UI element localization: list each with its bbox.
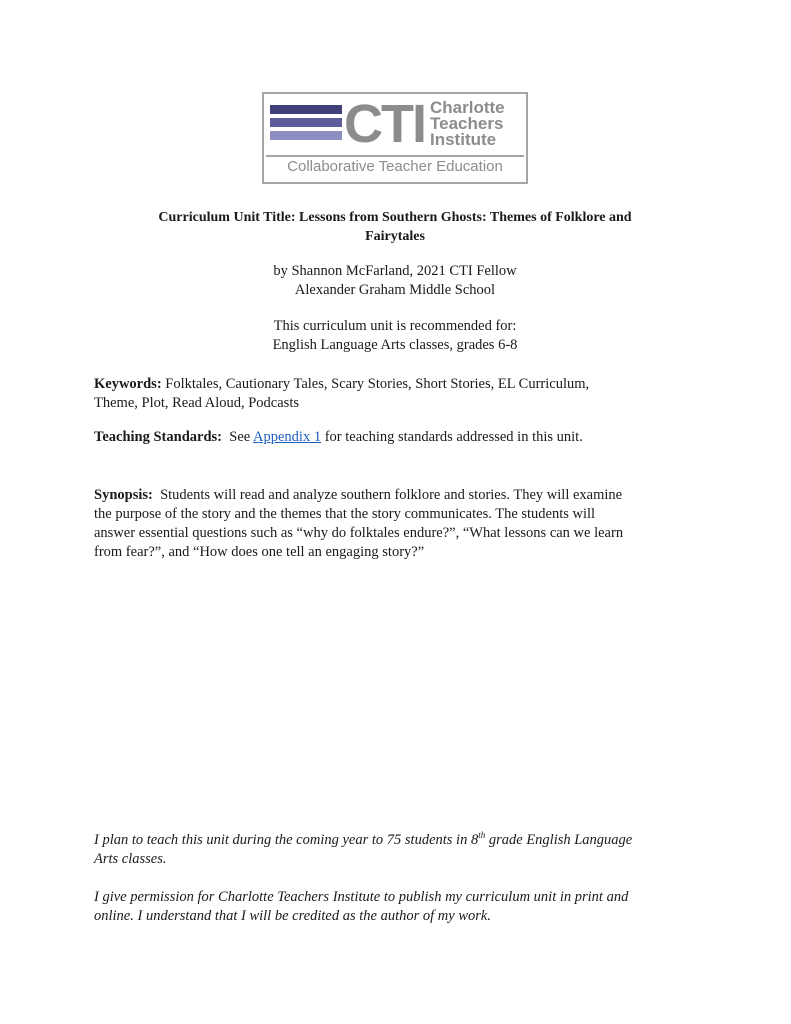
publication-permission — [94, 888, 694, 926]
permission-text: online. I understand that I will be credited as the author of my work. — [94, 908, 491, 924]
plan-text: I plan to teach this unit during the coming year to 75 students in 8 — [94, 832, 479, 848]
synopsis-text: the purpose of the story and the themes that the story communicates. The students will — [94, 506, 596, 522]
synopsis-text: from fear?”, and “How does one tell an engaging story?” — [94, 544, 425, 560]
recommendation-line: This curriculum unit is recommended for: — [273, 318, 517, 334]
logo-stripe — [270, 131, 342, 140]
cti-logo — [262, 92, 528, 184]
logo-name — [430, 100, 505, 148]
logo-stripe — [270, 118, 342, 127]
keywords-text: Folktales, Cautionary Tales, Scary Stories, Short Stories, EL Curriculum, — [161, 376, 590, 392]
synopsis-section — [94, 486, 694, 562]
keywords-text: Theme, Plot, Read Aloud, Podcasts — [94, 395, 299, 411]
author-name: by Shannon McFarland, 2021 CTI Fellow — [273, 263, 517, 279]
teaching-standards-section — [94, 428, 694, 447]
plan-text: Arts classes. — [94, 851, 167, 867]
logo-mark: CTI — [344, 94, 425, 154]
author-byline — [90, 262, 700, 300]
plan-text: grade English Language — [485, 832, 633, 848]
logo-tagline: Collaborative Teacher Education — [287, 158, 503, 175]
standards-label: Teaching Standards: — [94, 429, 222, 445]
logo-stripe — [270, 105, 342, 114]
synopsis-text: Students will read and analyze southern folklore and stories. They will examine — [152, 487, 623, 503]
standards-text: See — [222, 429, 254, 445]
synopsis-text: answer essential questions such as “why do folktales endure?”, “What lessons can we learn — [94, 525, 624, 541]
standards-text: for teaching standards addressed in this unit. — [321, 429, 583, 445]
permission-text: I give permission for Charlotte Teachers Institute to publish my curriculum unit in print and — [94, 889, 629, 905]
logo-stripes — [270, 105, 342, 144]
teaching-plan — [94, 831, 694, 869]
unit-title — [90, 208, 700, 246]
logo-divider — [266, 155, 524, 157]
plan-superscript: th — [478, 830, 486, 841]
keywords-label: Keywords: — [94, 376, 162, 392]
school-name: Alexander Graham Middle School — [294, 282, 496, 298]
recommendation — [90, 317, 700, 355]
recommendation-line: English Language Arts classes, grades 6-8 — [272, 337, 518, 353]
appendix-link[interactable]: Appendix 1 — [253, 429, 322, 445]
synopsis-label: Synopsis: — [94, 487, 153, 503]
logo-name-line: Charlotte — [430, 98, 505, 117]
unit-title-line: Fairytales — [365, 229, 425, 244]
logo-name-line: Institute — [430, 130, 497, 149]
unit-title-line: Curriculum Unit Title: Lessons from Southern Ghosts: Themes of Folklore and — [158, 210, 632, 225]
keywords-section — [94, 375, 694, 413]
logo-name-line: Teachers — [430, 114, 504, 133]
